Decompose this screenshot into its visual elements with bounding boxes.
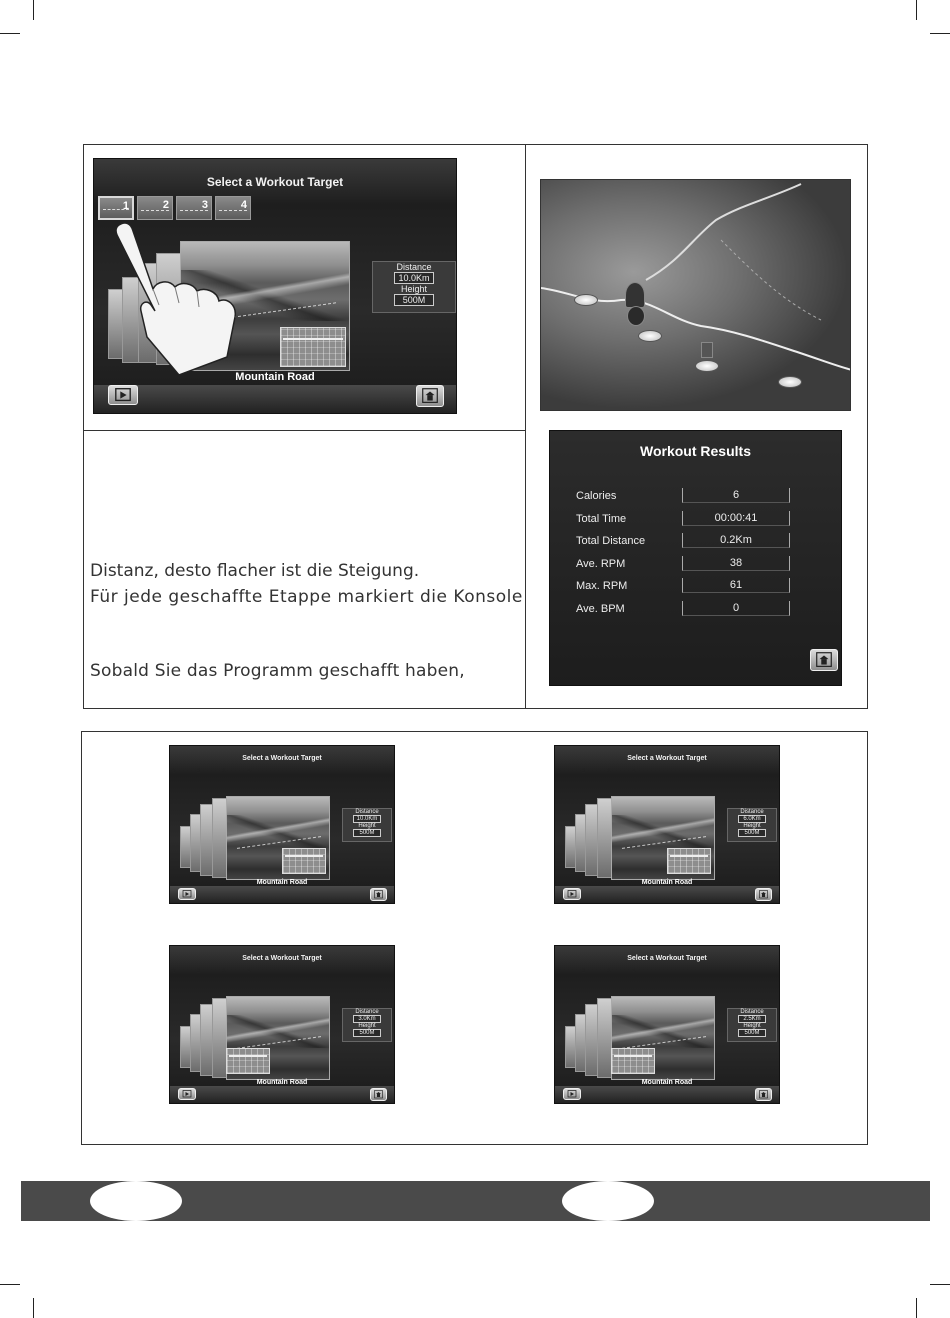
result-row: [576, 601, 763, 619]
height-value: 500M: [353, 829, 381, 837]
target-tabs: [172, 968, 272, 983]
home-icon: [756, 1089, 771, 1100]
target-tabs: [172, 768, 272, 783]
footer-bar: [21, 1181, 930, 1221]
home-icon: [417, 386, 443, 406]
bottom-bar: [170, 1086, 394, 1103]
result-label: Total Time: [576, 513, 627, 525]
play-icon: [564, 889, 580, 899]
tab-4[interactable]: [247, 968, 270, 983]
manual-text-line: Distanz, desto flacher ist die Steigung.: [90, 561, 420, 581]
workout-results-screen: [549, 430, 842, 686]
bottom-bar: [94, 385, 456, 413]
target-info-box: [727, 1008, 777, 1042]
crop-mark: [0, 1284, 20, 1285]
height-value: 500M: [738, 1029, 766, 1037]
home-button[interactable]: [755, 888, 772, 901]
stage-marker: [574, 294, 598, 306]
tab-2[interactable]: [582, 968, 605, 983]
home-icon: [811, 650, 837, 670]
height-label: Height: [743, 823, 761, 829]
distance-label: Distance: [355, 1009, 379, 1015]
result-row: [576, 578, 763, 596]
stage-marker: [695, 360, 719, 372]
tab-label: 3: [201, 199, 208, 211]
tab-label: 3: [222, 969, 226, 975]
crop-mark: [916, 0, 917, 20]
tab-label: 4: [632, 769, 636, 775]
panel-divider-horizontal: [83, 430, 526, 431]
tab-label: 2: [197, 769, 201, 775]
route-name: Mountain Road: [641, 1079, 693, 1086]
play-button[interactable]: [178, 888, 196, 900]
tab-1[interactable]: [557, 768, 580, 783]
page-number-oval: [562, 1181, 654, 1221]
result-value: 61: [682, 578, 790, 593]
tab-4[interactable]: [247, 768, 270, 783]
stage-flag: [701, 342, 713, 358]
tab-2[interactable]: [197, 768, 220, 783]
height-label: Height: [400, 284, 427, 294]
select-target-screen: [93, 158, 457, 414]
height-value: 500M: [738, 829, 766, 837]
manual-text-line: Für jede geschaffte Etappe markiert die Konsole: [90, 587, 523, 607]
route-name: Mountain Road: [256, 879, 308, 886]
target-tabs: [557, 968, 657, 983]
elevation-profile: [226, 1048, 270, 1074]
tab-label: 1: [172, 769, 176, 775]
tab-label: 1: [122, 200, 129, 212]
bottom-bar: [555, 886, 779, 903]
tab-label: 4: [632, 969, 636, 975]
select-target-screen-small: [169, 745, 395, 904]
height-value: 500M: [353, 1029, 381, 1037]
tab-label: 4: [247, 969, 251, 975]
target-tabs: [557, 768, 657, 783]
result-label: Total Distance: [576, 535, 646, 547]
play-button[interactable]: [178, 1088, 196, 1100]
pointing-hand-icon: [109, 217, 259, 377]
distance-value: 10.0Km: [394, 272, 434, 284]
bottom-bar: [170, 886, 394, 903]
panel-divider-vertical: [525, 144, 526, 709]
result-row: [576, 533, 763, 551]
tab-label: 3: [222, 769, 226, 775]
rider-marker: [627, 306, 645, 326]
target-info-box: [342, 808, 392, 842]
distance-label: Distance: [740, 809, 764, 815]
select-target-screen-small: [554, 745, 780, 904]
tab-label: 2: [582, 969, 586, 975]
home-button[interactable]: [370, 888, 387, 901]
play-icon: [109, 386, 137, 404]
result-value: 38: [682, 556, 790, 571]
route-map-image: [540, 179, 851, 411]
result-row: [576, 556, 763, 574]
tab-3[interactable]: [222, 968, 245, 983]
tab-4[interactable]: [632, 968, 655, 983]
tab-4[interactable]: [632, 768, 655, 783]
elevation-profile: [667, 848, 711, 874]
result-label: Ave. RPM: [576, 558, 626, 570]
crop-mark: [930, 1284, 950, 1285]
select-target-screen-small: [554, 945, 780, 1104]
play-icon: [179, 1089, 195, 1099]
target-info-box: [342, 1008, 392, 1042]
route-name: Mountain Road: [641, 879, 693, 886]
route-name: Mountain Road: [256, 1079, 308, 1086]
result-value: 6: [682, 488, 790, 503]
result-row: [576, 511, 763, 529]
distance-label: Distance: [396, 262, 432, 272]
home-icon: [371, 1089, 386, 1100]
play-button[interactable]: [108, 385, 138, 405]
distance-value: 6.0Km: [738, 815, 766, 823]
distance-value: 10.0Km: [353, 815, 381, 823]
height-label: Height: [358, 1023, 376, 1029]
stage-marker: [778, 376, 802, 388]
height-value: 500M: [394, 294, 434, 306]
height-label: Height: [358, 823, 376, 829]
home-button[interactable]: [810, 649, 838, 671]
screen-title: Select a Workout Target: [242, 955, 322, 962]
result-label: Calories: [576, 490, 617, 502]
route-name: Mountain Road: [235, 371, 315, 383]
tab-3[interactable]: [222, 768, 245, 783]
crop-mark: [33, 1298, 34, 1318]
page-number-oval: [90, 1181, 182, 1221]
crop-mark: [930, 33, 950, 34]
tab-label: 1: [557, 769, 561, 775]
tab-2[interactable]: [197, 968, 220, 983]
height-label: Height: [743, 1023, 761, 1029]
tab-label: 2: [162, 199, 169, 211]
tab-label: 2: [197, 969, 201, 975]
tab-label: 3: [607, 769, 611, 775]
play-icon: [179, 889, 195, 899]
bottom-bar: [555, 1086, 779, 1103]
tab-label: 2: [582, 769, 586, 775]
result-label: Ave. BPM: [576, 603, 625, 615]
home-button[interactable]: [416, 385, 444, 407]
home-button[interactable]: [755, 1088, 772, 1101]
tab-label: 4: [240, 199, 247, 211]
screen-title: Select a Workout Target: [627, 955, 707, 962]
tab-1[interactable]: [557, 968, 580, 983]
tab-1[interactable]: [172, 768, 195, 783]
select-target-screen-small: [169, 945, 395, 1104]
tab-label: 4: [247, 769, 251, 775]
result-value: 0: [682, 601, 790, 616]
distance-label: Distance: [355, 809, 379, 815]
elevation-profile: [611, 1048, 655, 1074]
distance-value: 2.5Km: [738, 1015, 766, 1023]
screen-title: Select a Workout Target: [627, 755, 707, 762]
target-info-box: [727, 808, 777, 842]
play-button[interactable]: [563, 1088, 581, 1100]
home-icon: [371, 889, 386, 900]
result-label: Max. RPM: [576, 580, 628, 592]
screen-title: Select a Workout Target: [242, 755, 322, 762]
tab-label: 1: [172, 969, 176, 975]
result-value: 00:00:41: [682, 511, 790, 526]
target-info-box: [372, 261, 456, 313]
play-button[interactable]: [563, 888, 581, 900]
tab-3[interactable]: [607, 968, 630, 983]
tab-label: 3: [607, 969, 611, 975]
screen-title: Select a Workout Target: [206, 175, 344, 189]
rider-marker: [625, 282, 645, 308]
results-title: Workout Results: [640, 443, 751, 459]
distance-label: Distance: [740, 1009, 764, 1015]
play-icon: [564, 1089, 580, 1099]
home-icon: [756, 889, 771, 900]
distance-value: 3.0Km: [353, 1015, 381, 1023]
result-row: [576, 488, 763, 506]
crop-mark: [33, 0, 34, 20]
tab-1[interactable]: [172, 968, 195, 983]
stage-marker: [638, 330, 662, 342]
crop-mark: [0, 33, 20, 34]
elevation-profile: [280, 327, 346, 367]
tab-2[interactable]: [582, 768, 605, 783]
home-button[interactable]: [370, 1088, 387, 1101]
tab-3[interactable]: [607, 768, 630, 783]
result-value: 0.2Km: [682, 533, 790, 548]
tab-label: 1: [557, 969, 561, 975]
manual-text-line: Sobald Sie das Programm geschafft haben,: [90, 661, 465, 681]
elevation-profile: [282, 848, 326, 874]
crop-mark: [916, 1298, 917, 1318]
